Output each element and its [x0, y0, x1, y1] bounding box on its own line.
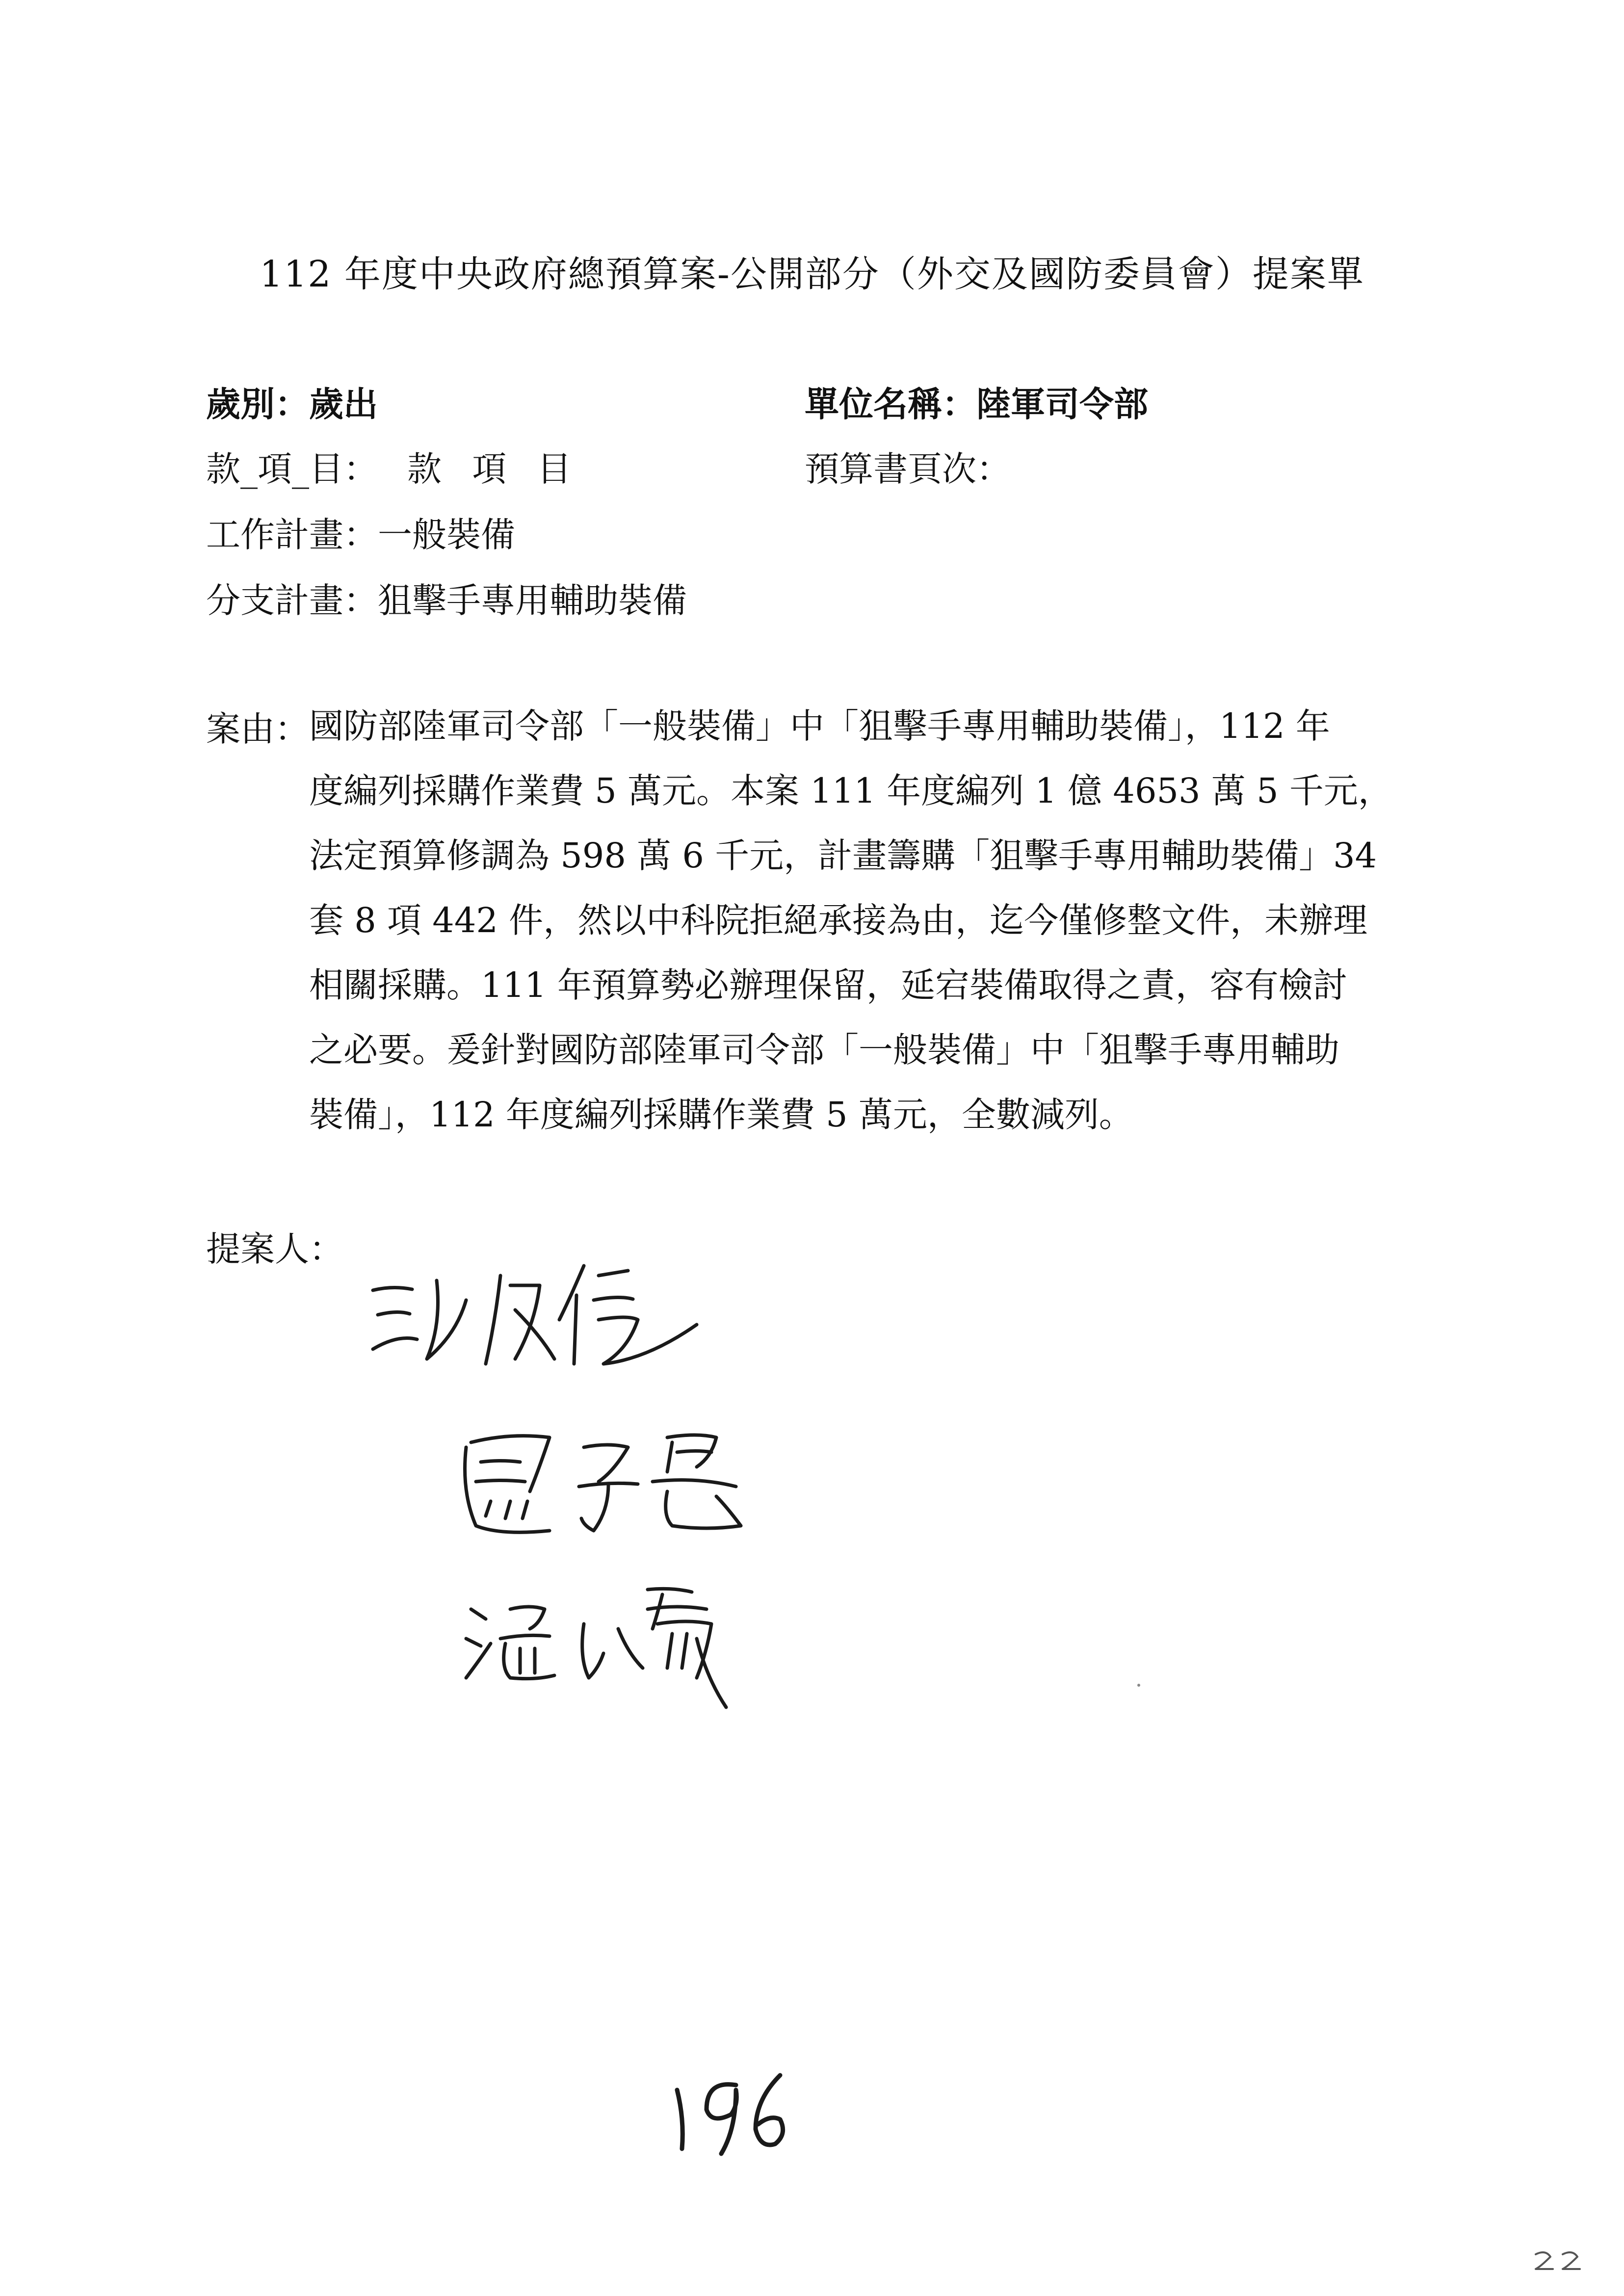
handwritten-signatures	[353, 1236, 795, 1776]
reason-line: 法定預算修調為 598 萬 6 千元，計畫籌購「狙擊手專用輔助裝備」34	[309, 835, 1377, 876]
reason-text	[309, 702, 1392, 1155]
reason-line: 國防部陸軍司令部「一般裝備」中「狙擊手專用輔助裝備」，112 年	[309, 706, 1330, 746]
reason-line: 裝備」，112 年度編列採購作業費 5 萬元，全數減列。	[309, 1095, 1133, 1135]
item-field	[206, 442, 572, 491]
reason-line: 之必要。爰針對國防部陸軍司令部「一般裝備」中「狙擊手專用輔助	[309, 1030, 1339, 1070]
signature-1	[373, 1266, 697, 1364]
signature-3	[466, 1589, 726, 1707]
proposer-label: 提案人：	[206, 1229, 343, 1269]
sub-plan-field: 分支計畫：狙擊手專用輔助裝備	[206, 580, 687, 621]
budget-page-field: 預算書頁次：	[805, 449, 1011, 489]
reason-line: 相關採購。111 年預算勢必辦理保留，延宕裝備取得之責，容有檢討	[309, 965, 1347, 1005]
signature-2	[465, 1435, 741, 1532]
category-field: 歲別：歲出	[206, 384, 378, 424]
item-value: 款 項 目	[407, 449, 572, 489]
scan-speck	[1137, 1684, 1140, 1687]
document-title: 112 年度中央政府總預算案-公開部分（外交及國防委員會）提案單	[260, 253, 1364, 295]
reason-line: 度編列採購作業費 5 萬元。本案 111 年度編列 1 億 4653 萬 5 千元，	[309, 771, 1392, 811]
handwritten-page-number	[657, 2061, 805, 2159]
item-label: 款_項_目：	[206, 449, 378, 489]
work-plan-field: 工作計畫：一般裝備	[206, 515, 515, 555]
unit-name-field: 單位名稱：陸軍司令部	[805, 384, 1148, 424]
reason-line: 套 8 項 442 件，然以中科院拒絕承接為由，迄今僅修整文件，未辦理	[309, 900, 1368, 940]
reason-label: 案由：	[206, 709, 309, 749]
corner-mark	[1531, 2247, 1590, 2276]
